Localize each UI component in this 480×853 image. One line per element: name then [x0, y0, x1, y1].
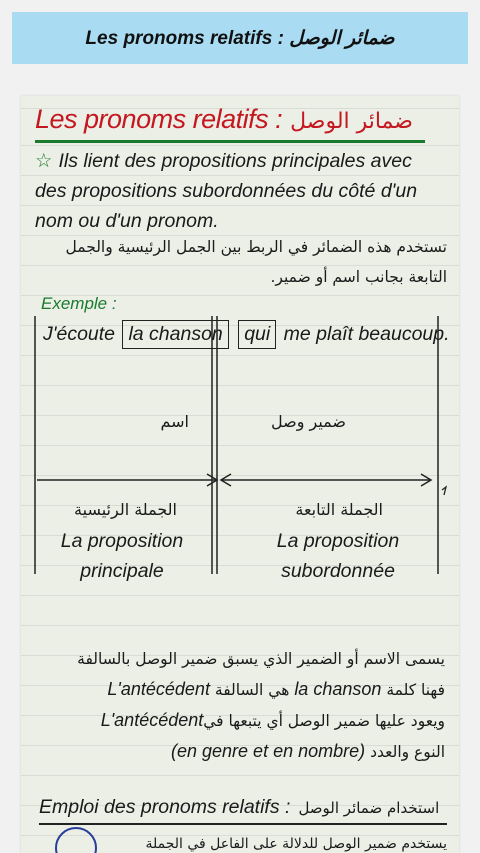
cut-off-text: يستخدم ضمير الوصل للدلالة على الفاعل في الجملة: [145, 836, 447, 852]
para-line2-fr-b: la chanson: [294, 679, 382, 699]
exemple-label: Exemple :: [41, 294, 117, 313]
label-main-clause-fr: [37, 526, 207, 586]
star-outline-icon: ☆: [35, 150, 53, 172]
para-line4: [25, 736, 445, 767]
header-title: Les pronoms relatifs : ضمائر الوصل: [85, 27, 395, 49]
emploi-heading: [39, 796, 449, 819]
emploi-heading-fr: Emploi des pronoms relatifs :: [39, 796, 291, 818]
label-sub-clause-ar: الجملة التابعة: [295, 500, 383, 519]
intro-fr-text: Ils lient des propositions principales avec des propositions subordonnées du côté d'un nom ou d'un pronom.: [35, 150, 418, 232]
para-line3-fr: L'antécédent: [100, 710, 204, 730]
para-line1: يسمى الاسم أو الضمير الذي يسبق ضمير الوصل بالسالفة: [77, 650, 445, 668]
para-line2-ar-b: فهنا كلمة: [386, 681, 445, 699]
note-title-fr: Les pronoms relatifs :: [35, 104, 283, 134]
sub-fr-line2: subordonnée: [281, 560, 395, 582]
label-damir-wasl: ضمير وصل: [270, 412, 346, 431]
sub-fr-line1: La proposition: [276, 530, 400, 552]
intro-ar: تستخدم هذه الضمائر في الربط بين الجمل الرئيسية والجمل التابعة بجانب اسم أو ضمير.: [65, 238, 447, 286]
antecedent-paragraph: [25, 644, 445, 767]
sentence-part1: J'écoute: [43, 323, 116, 345]
tick-mark: [442, 487, 446, 495]
main-fr-line2: principale: [80, 560, 164, 582]
emploi-heading-ar: استخدام ضمائر الوصل: [298, 799, 440, 817]
main-fr-line1: La proposition: [60, 530, 184, 552]
pronoun-box: qui: [238, 320, 276, 349]
note-title-ar: ضمائر الوصل: [290, 109, 413, 134]
label-main-clause-ar: الجملة الرئيسية: [74, 500, 177, 519]
note-image: [21, 96, 459, 853]
antecedent-box: la chanson: [122, 320, 228, 349]
sentence-part2: me plaît beaucoup.: [283, 323, 450, 345]
para-line3: [25, 705, 445, 736]
para-line2: [25, 674, 445, 705]
label-sub-clause-fr: [253, 526, 423, 586]
para-line3-ar: ويعود عليها ضمير الوصل أي يتبعها في: [203, 712, 445, 730]
para-line2-fr-a: L'antécédent: [107, 679, 210, 699]
emploi-underline: [39, 823, 447, 825]
app-header: [12, 12, 468, 64]
label-ism: اسم: [160, 412, 189, 431]
para-line4-fr: (en genre et en nombre): [171, 741, 366, 761]
para-line4-ar: النوع والعدد: [370, 743, 445, 761]
para-line2-ar: هي السالفة: [214, 681, 290, 699]
